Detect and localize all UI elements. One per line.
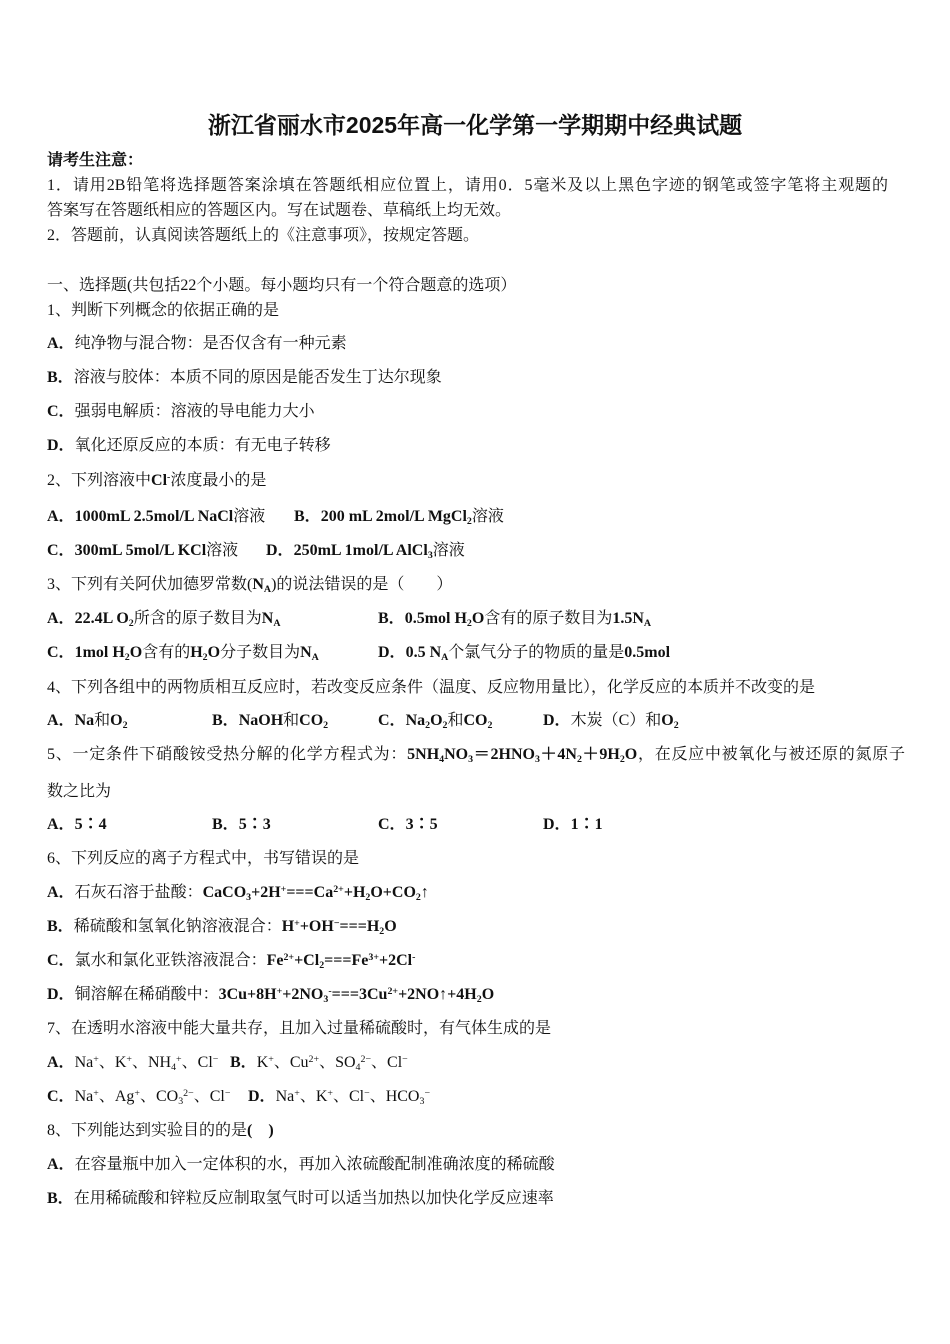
option-label: D．: [47, 437, 75, 454]
text-run: 溶液: [233, 508, 266, 525]
text-run: O+CO: [370, 884, 416, 901]
text-run: 氧化还原反应的本质：有无电子转移: [74, 437, 331, 454]
option-label: C．: [378, 816, 406, 833]
question-3-option-d: [378, 642, 670, 666]
text-run: +OH: [299, 918, 334, 935]
question-3-option-a: [47, 608, 280, 632]
text-run: Na: [74, 712, 95, 729]
text-run: Na: [405, 712, 426, 729]
text-run: ===Ca: [286, 884, 334, 901]
text-run: +: [93, 1087, 99, 1099]
notice-line-3: 2．答题前，认真阅读答题纸上的《注意事项》，按规定答题。: [47, 227, 480, 244]
text-run: 4: [355, 1062, 361, 1074]
question-6-option-d: [47, 984, 494, 1008]
text-run: 木炭（C）和: [570, 712, 662, 729]
question-2-option-d: [266, 540, 465, 564]
text-run: 铜溶解在稀硝酸中：: [74, 986, 219, 1003]
option-text: [74, 951, 416, 972]
question-4-option-d: [543, 710, 679, 734]
text-run: ↑: [420, 884, 429, 901]
text-run: Fe: [266, 952, 284, 969]
text-run: 6、下列反应的离子方程式中，书写错误的是: [47, 850, 360, 867]
option-text: [275, 1087, 431, 1108]
text-run: 、Ag: [98, 1088, 135, 1105]
option-text: [75, 816, 107, 833]
text-run: +: [134, 1087, 140, 1099]
option-text: [74, 985, 495, 1006]
text-run: O: [471, 610, 485, 627]
option-text: [73, 917, 397, 938]
text-run: NO: [444, 746, 469, 763]
option-label: A．: [47, 884, 75, 901]
text-run: O: [624, 746, 638, 763]
text-run: 溶液: [471, 508, 504, 525]
text-run: 含有的原子数目为: [484, 610, 613, 627]
option-text: [404, 610, 652, 630]
text-run: +: [294, 1087, 300, 1099]
text-run: +2NO↑+4H: [398, 986, 477, 1003]
option-text: [75, 437, 331, 454]
text-run: CaCO: [202, 884, 247, 901]
text-run: 3、下列有关阿伏加德罗常数(: [47, 576, 253, 593]
question-8-option-b: [47, 1188, 554, 1210]
text-run: 0.5 N: [405, 644, 442, 661]
text-run: 3: [427, 550, 433, 562]
question-4-option-b: [212, 710, 328, 734]
option-label: C．: [47, 542, 75, 559]
text-run: 强弱电解质：溶液的导电能力大小: [74, 403, 315, 420]
question-6-option-a: [47, 882, 429, 906]
option-label: B．: [230, 1054, 257, 1071]
text-run: 和: [283, 712, 300, 729]
notice-line-1: 1．请用2B铅笔将选择题答案涂填在答题纸相应位置上，请用0．5毫米及以上黑色字迹的钢笔或签字笔将主观题的: [47, 177, 888, 194]
text-run: 2: [487, 720, 493, 732]
text-run: A: [643, 618, 652, 630]
text-run: 3: [323, 994, 329, 1006]
text-run: A: [273, 618, 281, 630]
question-2-option-a: [47, 506, 265, 528]
question-5-stem: [47, 744, 905, 768]
text-run: 和: [94, 712, 111, 729]
text-run: 1、判断下列概念的依据正确的是: [47, 302, 280, 319]
option-text: [256, 1053, 408, 1074]
text-run: −: [212, 1053, 219, 1065]
text-run: H: [190, 644, 203, 661]
option-label: B．: [378, 610, 405, 627]
question-8-stem: [47, 1120, 274, 1142]
text-run: 、Cl: [181, 1054, 213, 1071]
text-run: ，在反应中被氧化与被还原的氮原子: [637, 746, 905, 763]
text-run: 3∶5: [405, 816, 438, 833]
option-label: D．: [248, 1088, 276, 1105]
option-text: [74, 610, 281, 630]
option-text: [75, 335, 347, 352]
text-run: 、K: [98, 1054, 127, 1071]
text-run: 5∶3: [238, 816, 271, 833]
text-run: 浓度最小的是: [170, 472, 267, 489]
option-text: [75, 403, 315, 420]
question-3-stem: [47, 574, 452, 598]
question-3-option-c: [47, 642, 319, 666]
question-3-option-b: [378, 608, 651, 632]
text-run: A: [311, 652, 319, 664]
question-5-option-d: [543, 814, 603, 836]
text-run: ＋9H: [581, 746, 620, 763]
option-label: C．: [378, 712, 406, 729]
text-run: 石灰石溶于盐酸：: [74, 884, 203, 901]
text-run: 2: [365, 892, 371, 904]
text-run: ===Fe: [324, 952, 369, 969]
text-run: 2: [619, 754, 625, 766]
option-label: B．: [47, 1190, 74, 1207]
text-run: 5NH: [407, 746, 440, 763]
text-run: -: [167, 471, 171, 483]
text-run: +: [93, 1053, 99, 1065]
page-title: 浙江省丽水市2025年高一化学第一学期期中经典试题: [207, 112, 743, 138]
question-5-stem-continued: [47, 781, 111, 803]
text-run: H: [281, 918, 295, 935]
text-run: 、NH: [131, 1054, 172, 1071]
text-run: 溶液: [206, 542, 239, 559]
text-run: 1000mL 2.5mol/L NaCl: [74, 508, 234, 525]
text-run: 、SO: [319, 1054, 356, 1071]
notice-heading: 请考生注意：: [47, 152, 144, 169]
question-7-stem: [47, 1018, 551, 1040]
text-run: A: [441, 652, 449, 664]
text-run: 0.5mol H: [404, 610, 467, 627]
text-run: NaOH: [238, 712, 284, 729]
text-run: +: [276, 985, 283, 997]
question-4-stem: [47, 677, 815, 699]
text-run: CO: [299, 712, 324, 729]
text-run: O: [110, 712, 123, 729]
text-run: 2: [323, 720, 329, 732]
option-label: D．: [266, 542, 294, 559]
option-text: [571, 816, 603, 833]
text-run: 、Cu: [273, 1054, 309, 1071]
text-run: Na: [275, 1088, 295, 1105]
option-label: D．: [543, 712, 571, 729]
option-text: [74, 1087, 231, 1108]
option-text: [406, 816, 438, 833]
text-run: 1∶1: [570, 816, 603, 833]
text-run: 7、在透明水溶液中能大量共存，且加入过量稀硫酸时，有气体生成的是: [47, 1020, 552, 1037]
question-7-option-d: [248, 1086, 430, 1110]
option-text: [570, 712, 679, 732]
text-run: 溶液与胶体：本质不同的原因是能否发生丁达尔现象: [73, 369, 442, 386]
question-1-option-d: [47, 435, 331, 457]
text-run: 2: [476, 994, 482, 1006]
text-run: 和: [447, 712, 464, 729]
text-run: 3: [419, 1096, 425, 1108]
option-text: [320, 508, 504, 528]
text-run: 2、下列溶液中: [47, 472, 152, 489]
question-2-option-c: [47, 540, 238, 562]
option-label: A．: [47, 1156, 75, 1173]
text-run: ＋4N: [539, 746, 577, 763]
question-4-option-a: [47, 710, 128, 734]
question-7-option-a: [47, 1052, 218, 1076]
option-label: A．: [47, 712, 75, 729]
text-run: 2: [466, 516, 472, 528]
text-run: O: [207, 644, 221, 661]
text-run: 个氯气分子的物质的量是: [448, 644, 625, 661]
text-run: 、CO: [139, 1088, 179, 1105]
text-run: 2−: [360, 1053, 372, 1065]
text-run: +: [268, 1053, 274, 1065]
text-run: 纯净物与混合物：是否仅含有一种元素: [74, 335, 347, 352]
text-run: 5∶4: [74, 816, 107, 833]
option-text: [238, 712, 329, 732]
question-5-option-b: [212, 814, 271, 836]
text-run: 5、一定条件下硝酸铵受热分解的化学方程式为：: [47, 746, 408, 763]
question-7-option-b: [230, 1052, 408, 1076]
text-run: −: [333, 917, 340, 929]
option-text: [239, 816, 271, 833]
text-run: 200 mL 2mol/L MgCl: [320, 508, 467, 525]
text-run: +2H: [251, 884, 281, 901]
text-run: 2: [122, 720, 128, 732]
text-run: 数之比为: [47, 783, 112, 800]
text-run: 2: [466, 618, 472, 630]
option-text: [74, 712, 128, 732]
text-run: 4、下列各组中的两物质相互反应时，若改变反应条件（温度、反应物用量比），化学反应的本质并不改变的是: [47, 679, 816, 696]
text-run: 2: [673, 720, 679, 732]
section-heading: 一、选择题(共包括22个小题。每小题均只有一个符合题意的选项）: [47, 277, 517, 294]
question-6-option-b: [47, 916, 397, 940]
question-7-option-c: [47, 1086, 230, 1110]
text-run: 3: [246, 892, 252, 904]
option-label: C．: [47, 1088, 75, 1105]
text-run: 、HCO: [369, 1088, 420, 1105]
text-run: 3: [534, 754, 540, 766]
option-label: B．: [212, 712, 239, 729]
text-run: +2NO: [282, 986, 324, 1003]
text-run: 2: [576, 754, 582, 766]
option-label: A．: [47, 335, 75, 352]
text-run: 4: [439, 754, 445, 766]
text-run: 2: [379, 926, 385, 938]
text-run: +: [280, 883, 287, 895]
text-run: 2: [425, 720, 431, 732]
text-run: O: [481, 986, 495, 1003]
text-run: O: [384, 918, 397, 935]
text-run: ＝2HNO: [473, 746, 535, 763]
option-text: [75, 542, 239, 559]
text-run: 2−: [183, 1087, 194, 1099]
text-run: ===H: [339, 918, 380, 935]
text-run: N: [252, 576, 264, 593]
text-run: CO: [463, 712, 488, 729]
text-run: +: [327, 1087, 333, 1099]
text-run: 、Cl: [193, 1088, 225, 1105]
text-run: ( ): [247, 1122, 274, 1139]
text-run: 分子数目为: [220, 644, 301, 661]
text-run: O: [430, 712, 443, 729]
text-run: −: [364, 1087, 370, 1099]
option-text: [293, 542, 465, 562]
option-label: C．: [47, 644, 75, 661]
text-run: 0.5mol: [624, 644, 671, 661]
text-run: 稀硫酸和氢氧化钠溶液混合：: [73, 918, 282, 935]
question-5-option-c: [378, 814, 438, 836]
option-label: C．: [47, 403, 75, 420]
option-label: B．: [212, 816, 239, 833]
text-run: 所含的原子数目为: [133, 610, 262, 627]
option-label: B．: [47, 918, 74, 935]
text-run: N: [300, 644, 312, 661]
option-text: [75, 508, 266, 525]
text-run: 、Cl: [371, 1054, 403, 1071]
text-run: 含有的: [142, 644, 191, 661]
text-run: O: [661, 712, 674, 729]
text-run: -: [412, 951, 416, 963]
text-run: +: [126, 1053, 132, 1065]
text-run: )的说法错误的是（ ）: [271, 576, 453, 593]
option-text: [74, 1190, 554, 1207]
text-run: 250mL 1mol/L AlCl: [293, 542, 428, 559]
question-8-option-a: [47, 1154, 555, 1176]
text-run: 、K: [299, 1088, 328, 1105]
text-run: 2+: [333, 883, 344, 895]
text-run: 、Cl: [332, 1088, 365, 1105]
text-run: −: [424, 1087, 431, 1099]
option-label: A．: [47, 610, 75, 627]
notice-line-2: 答案写在答题纸相应的答题区内。写在试题卷、草稿纸上均无效。: [47, 202, 512, 219]
option-text: [74, 1053, 219, 1074]
option-text: [405, 644, 671, 664]
option-text: [74, 883, 429, 904]
text-run: 300mL 5mol/L KCl: [74, 542, 207, 559]
text-run: +2Cl: [378, 952, 413, 969]
option-label: A．: [47, 1054, 75, 1071]
question-2-option-b: [294, 506, 504, 530]
option-text: [405, 712, 493, 732]
text-run: 8、下列能达到实验目的的是: [47, 1122, 248, 1139]
text-run: 2: [128, 618, 134, 630]
text-run: O: [129, 644, 143, 661]
text-run: 2+: [308, 1053, 320, 1065]
text-run: +: [294, 917, 300, 929]
text-run: 1.5N: [612, 610, 644, 627]
text-run: 氯水和氯化亚铁溶液混合：: [74, 952, 267, 969]
question-6-option-c: [47, 950, 415, 974]
question-1-option-a: [47, 333, 347, 355]
text-run: 3Cu+8H: [218, 986, 277, 1003]
text-run: −: [224, 1087, 231, 1099]
option-label: B．: [47, 369, 74, 386]
text-run: 3+: [368, 951, 379, 963]
text-run: 2: [442, 720, 448, 732]
question-1-option-b: [47, 367, 442, 389]
text-run: K: [256, 1054, 269, 1071]
question-2-stem: [47, 470, 266, 494]
text-run: N: [261, 610, 274, 627]
option-label: D．: [378, 644, 406, 661]
text-run: Na: [74, 1088, 94, 1105]
text-run: 2: [319, 960, 325, 972]
text-run: 2+: [283, 951, 295, 963]
text-run: 2: [415, 892, 421, 904]
option-label: D．: [47, 986, 75, 1003]
text-run: 3: [178, 1096, 184, 1108]
option-label: B．: [294, 508, 321, 525]
question-1-stem: [47, 300, 279, 322]
text-run: Na: [74, 1054, 94, 1071]
text-run: -: [328, 985, 332, 997]
option-label: D．: [543, 816, 571, 833]
text-run: 3: [468, 754, 474, 766]
text-run: 22.4L O: [74, 610, 129, 627]
text-run: 溶液: [432, 542, 465, 559]
option-label: C．: [47, 952, 75, 969]
text-run: +H: [343, 884, 366, 901]
text-run: 2+: [387, 985, 399, 997]
question-4-option-c: [378, 710, 492, 734]
text-run: 2: [124, 652, 130, 664]
text-run: +: [176, 1053, 182, 1065]
question-1-option-c: [47, 401, 315, 423]
text-run: 2: [202, 652, 208, 664]
option-text: [75, 1156, 555, 1173]
text-run: Cl: [151, 472, 168, 489]
text-run: A: [263, 584, 272, 596]
question-6-stem: [47, 848, 359, 870]
option-label: A．: [47, 508, 75, 525]
text-run: +Cl: [294, 952, 320, 969]
question-5-option-a: [47, 814, 107, 836]
text-run: ===3Cu: [331, 986, 388, 1003]
text-run: 1mol H: [74, 644, 125, 661]
text-run: 在用稀硫酸和锌粒反应制取氢气时可以适当加热以加快化学反应速率: [73, 1190, 554, 1207]
option-text: [74, 644, 319, 664]
text-run: 4: [171, 1062, 177, 1074]
text-run: 在容量瓶中加入一定体积的水，再加入浓硫酸配制准确浓度的稀硫酸: [74, 1156, 555, 1173]
option-label: A．: [47, 816, 75, 833]
option-text: [74, 369, 442, 386]
text-run: −: [402, 1053, 408, 1065]
